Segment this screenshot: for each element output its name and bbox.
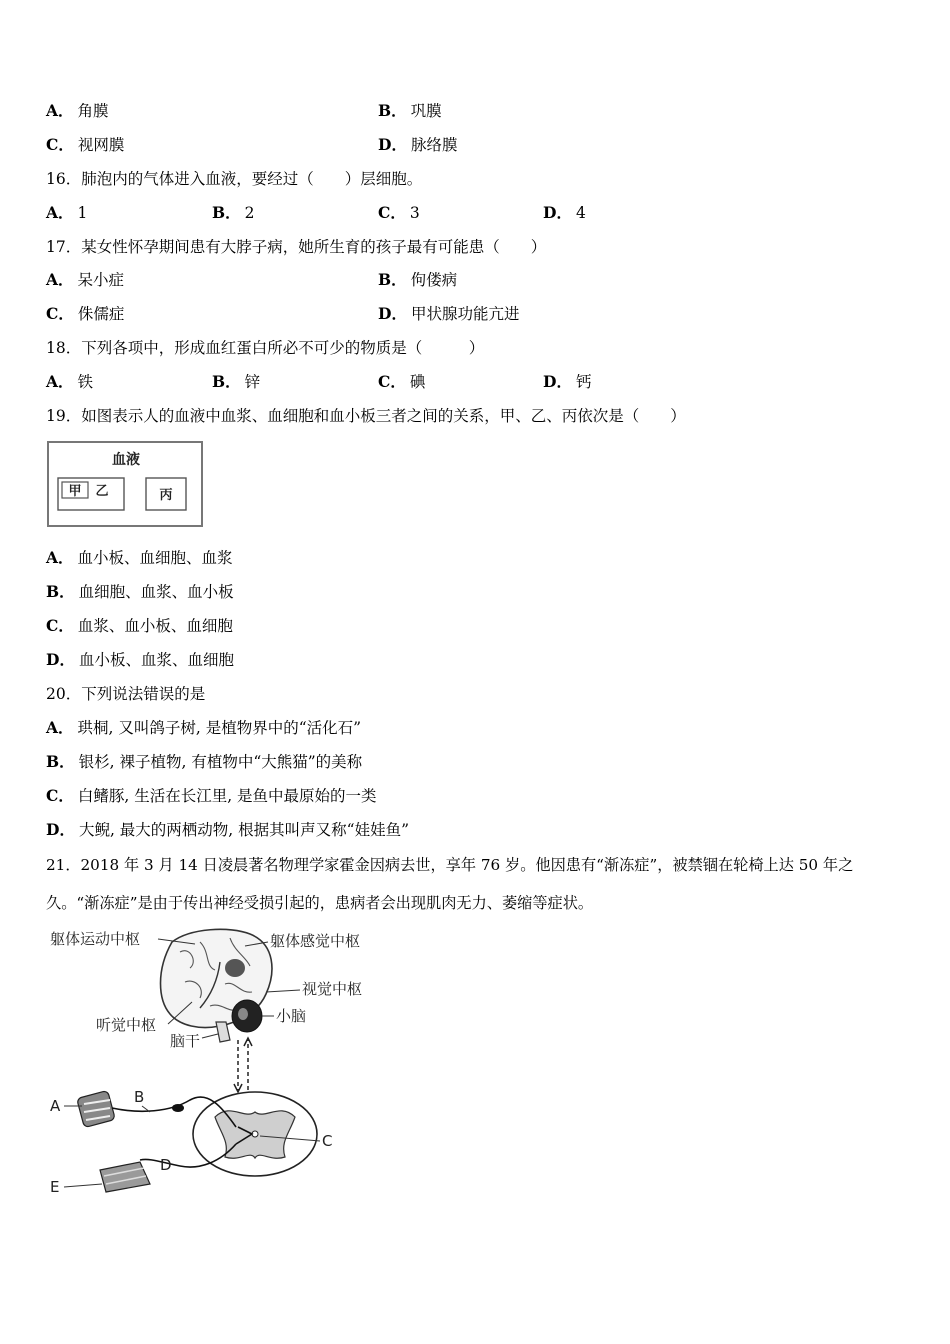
option-letter: A． — [46, 372, 74, 391]
reflex-arc-brain-diagram — [40, 922, 400, 1212]
bing-label: 丙 — [159, 488, 173, 503]
option-letter: A． — [46, 101, 74, 120]
q16-option-c[interactable] — [378, 203, 420, 223]
option-text: 侏儒症 — [77, 305, 125, 323]
q18-option-c[interactable] — [378, 372, 425, 392]
q21-stem-line-1: 21．2018 年 3 月 14 日凌晨著名物理学家霍金因病去世，享年 76 岁。他因患有“渐冻症”，被禁锢在轮椅上达 50 年之 — [46, 856, 854, 874]
q19-option-b[interactable] — [46, 582, 234, 602]
option-letter: B． — [378, 270, 407, 289]
visual-center-leader — [266, 990, 300, 992]
option-text: 血浆、血小板、血细胞 — [77, 617, 233, 635]
q17-option-b[interactable] — [378, 270, 457, 290]
option-letter: D． — [378, 304, 407, 323]
q15-option-c[interactable] — [46, 135, 124, 155]
q20-option-c[interactable] — [46, 786, 377, 806]
blood-composition-diagram — [46, 440, 204, 528]
jia-label: 甲 — [68, 484, 82, 499]
option-text: 2 — [244, 204, 255, 222]
q15-option-b[interactable] — [378, 101, 442, 121]
q19-option-c[interactable] — [46, 616, 233, 636]
q19-option-d[interactable] — [46, 650, 234, 670]
brainstem-leader — [202, 1034, 218, 1038]
option-letter: D． — [378, 135, 407, 154]
option-text: 视网膜 — [77, 136, 125, 154]
option-letter: B． — [212, 372, 241, 391]
b-label: B — [134, 1088, 145, 1106]
q18-option-b[interactable] — [212, 372, 260, 392]
option-letter: B． — [212, 203, 241, 222]
option-text: 3 — [409, 204, 420, 222]
ganglion — [172, 1104, 184, 1112]
q20-option-b[interactable] — [46, 752, 362, 772]
e-label: E — [50, 1178, 60, 1196]
q19-option-a[interactable] — [46, 548, 233, 568]
c-label: C — [322, 1132, 333, 1150]
option-text: 佝偻病 — [410, 271, 458, 289]
option-letter: C． — [46, 304, 74, 323]
q17-option-d[interactable] — [378, 304, 519, 324]
a-label: A — [50, 1097, 61, 1115]
sensory-center-label: 躯体感觉中枢 — [270, 932, 361, 950]
d-label: D — [160, 1156, 172, 1174]
effector-e-drawing — [100, 1162, 150, 1192]
option-letter: C． — [378, 372, 406, 391]
option-letter: D． — [543, 203, 572, 222]
q17-stem: 17．某女性怀孕期间患有大脖子病，她所生育的孩子最有可能患（ ） — [46, 238, 547, 256]
motor-center-label: 躯体运动中枢 — [50, 930, 141, 948]
yi-label: 乙 — [95, 484, 109, 499]
option-text: 巩膜 — [410, 102, 442, 120]
option-letter: A． — [46, 203, 74, 222]
cerebellum-label: 小脑 — [276, 1007, 307, 1025]
option-letter: D． — [543, 372, 572, 391]
option-text: 钙 — [575, 373, 592, 391]
q20-option-d[interactable] — [46, 820, 409, 840]
option-text: 锌 — [244, 373, 261, 391]
option-text: 脉络膜 — [410, 136, 458, 154]
option-letter: A． — [46, 718, 74, 737]
option-text: 银杉, 裸子植物, 有植物中“大熊猫”的美称 — [78, 753, 363, 771]
option-text: 血细胞、血浆、血小板 — [78, 583, 234, 601]
option-text: 珙桐, 又叫鸽子树, 是植物界中的“活化石” — [77, 719, 362, 737]
option-letter: D． — [46, 650, 75, 669]
option-letter: C． — [46, 616, 74, 635]
option-letter: C． — [378, 203, 406, 222]
spinal-cord-drawing — [193, 1092, 317, 1176]
option-letter: B． — [46, 752, 75, 771]
q18-option-a[interactable] — [46, 372, 93, 392]
option-letter: A． — [46, 548, 74, 567]
option-letter: B． — [378, 101, 407, 120]
visual-center-label: 视觉中枢 — [302, 980, 363, 998]
option-letter: D． — [46, 820, 75, 839]
option-text: 角膜 — [77, 102, 109, 120]
q16-option-a[interactable] — [46, 203, 87, 223]
brainstem-label: 脑干 — [170, 1032, 201, 1050]
option-text: 呆小症 — [77, 271, 125, 289]
option-letter: A． — [46, 270, 74, 289]
q15-option-a[interactable] — [46, 101, 109, 121]
option-text: 甲状腺功能亢进 — [410, 305, 520, 323]
option-letter: C． — [46, 786, 74, 805]
q17-option-a[interactable] — [46, 270, 124, 290]
e-leader — [64, 1184, 102, 1187]
q16-option-b[interactable] — [212, 203, 254, 223]
q20-option-a[interactable] — [46, 718, 361, 738]
option-letter: B． — [46, 582, 75, 601]
receptor-a-drawing — [77, 1090, 116, 1127]
q16-option-d[interactable] — [543, 203, 586, 223]
q16-stem: 16．肺泡内的气体进入血液，要经过（ ）层细胞。 — [46, 170, 423, 188]
option-text: 铁 — [77, 373, 94, 391]
q19-stem: 19．如图表示人的血液中血浆、血细胞和血小板三者之间的关系，甲、乙、丙依次是（ ） — [46, 407, 686, 425]
q17-option-c[interactable] — [46, 304, 124, 324]
option-text: 血小板、血浆、血细胞 — [78, 651, 234, 669]
q20-stem: 20．下列说法错误的是 — [46, 685, 206, 703]
option-text: 4 — [575, 204, 586, 222]
option-text: 血小板、血细胞、血浆 — [77, 549, 233, 567]
option-letter: C． — [46, 135, 74, 154]
option-text: 1 — [77, 204, 88, 222]
q21-stem-line-2: 久。“渐冻症”是由于传出神经受损引起的，患病者会出现肌肉无力、萎缩等症状。 — [46, 894, 594, 912]
q18-option-d[interactable] — [543, 372, 591, 392]
brainstem-drawing — [216, 1022, 230, 1042]
option-text: 白鳍豚, 生活在长江里, 是鱼中最原始的一类 — [77, 787, 377, 805]
q18-stem: 18．下列各项中，形成血红蛋白所必不可少的物质是（ ） — [46, 339, 485, 357]
q15-option-d[interactable] — [378, 135, 457, 155]
option-text: 大鲵, 最大的两栖动物, 根据其叫声又称“娃娃鱼” — [78, 821, 410, 839]
blood-label: 血液 — [112, 452, 140, 468]
auditory-center-label: 听觉中枢 — [96, 1016, 157, 1034]
option-text: 碘 — [409, 373, 426, 391]
